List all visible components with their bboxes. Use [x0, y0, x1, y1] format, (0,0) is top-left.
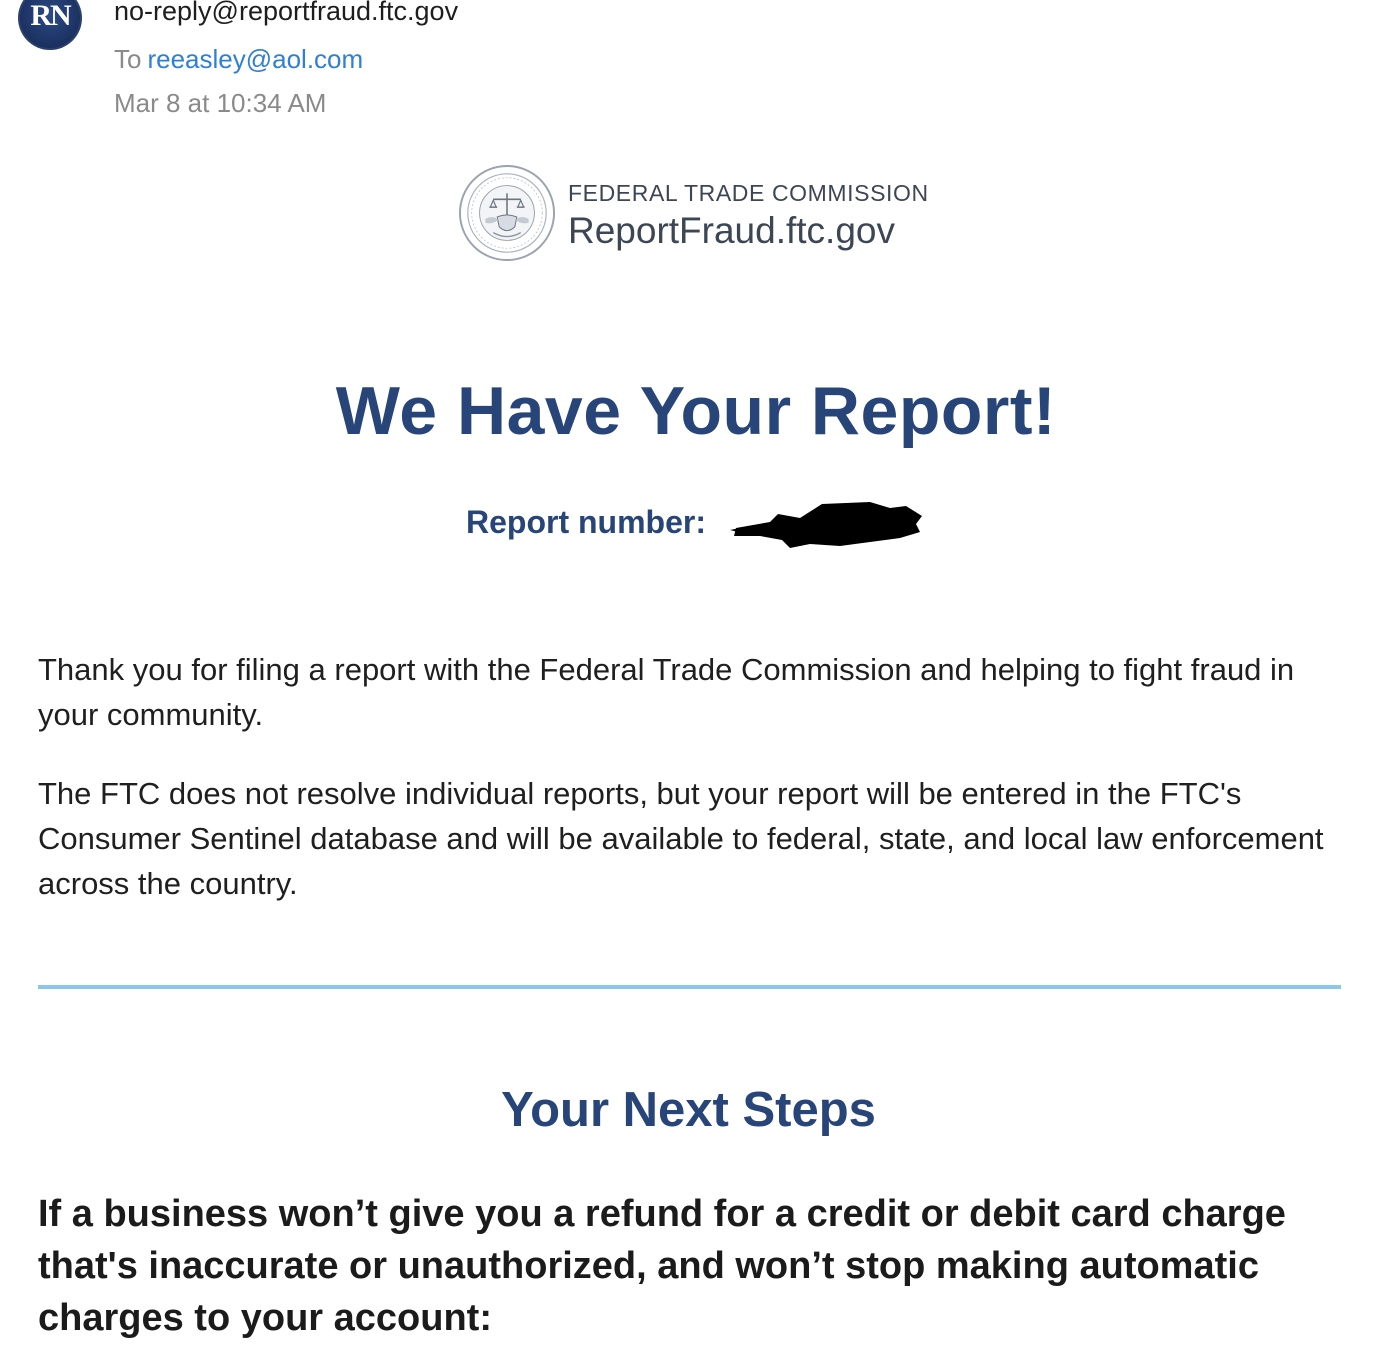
sentinel-paragraph: The FTC does not resolve individual reports, but your report will be entered in the FTC's Consumer Sentinel database and will be available to federal, state, and local law enforcement across the country. — [38, 776, 1324, 901]
thank-you-paragraph: Thank you for filing a report with the Federal Trade Commission and helping to fight fraud in your community. — [38, 652, 1295, 732]
ftc-seal-icon — [458, 164, 556, 262]
next-steps-heading: Your Next Steps — [501, 1083, 876, 1137]
sender-avatar[interactable]: RN — [18, 0, 82, 50]
logo-agency-name: FEDERAL TRADE COMMISSION — [568, 180, 929, 206]
recipient-address[interactable]: reeasley@aol.com — [147, 44, 364, 74]
page-headline: We Have Your Report! — [335, 373, 1057, 449]
redaction-mark — [730, 498, 924, 548]
section-divider — [38, 985, 1341, 989]
sent-date: Mar 8 at 10:34 AM — [114, 88, 327, 118]
report-number-label: Report number: — [466, 504, 706, 540]
to-label: To — [114, 44, 142, 74]
logo-site-name: ReportFraud.ftc.gov — [568, 210, 895, 251]
next-steps-text: If a business won’t give you a refund for a credit or debit card charge that's inaccurate or unauthorized, and won’t stop making automatic charges to your account: — [38, 1193, 1286, 1339]
recipient-line — [114, 44, 363, 75]
sender-address[interactable]: no-reply@reportfraud.ftc.gov — [114, 0, 459, 26]
